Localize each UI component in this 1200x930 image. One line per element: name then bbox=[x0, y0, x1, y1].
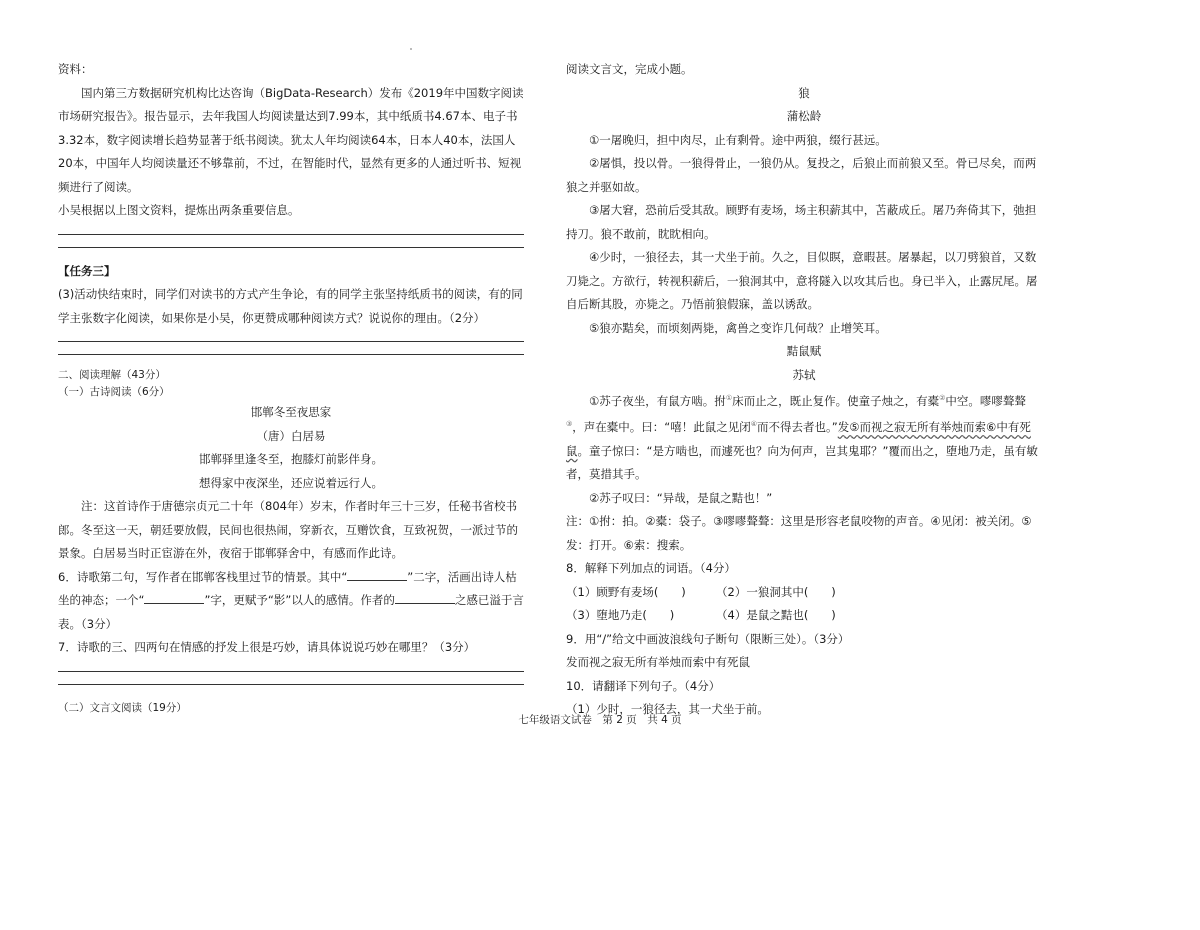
rat-paragraph-1 bbox=[566, 387, 1042, 487]
section2-subtitle-classical: （二）文言文阅读（19分） bbox=[58, 701, 187, 714]
rat-text: ，声在橐中。曰：“嘻！此鼠之见闭 bbox=[572, 420, 751, 435]
section2-title: 二、阅读理解（43分） bbox=[58, 369, 166, 381]
rat-author: 苏轼 bbox=[792, 367, 816, 382]
rat-title: 黠鼠赋 bbox=[786, 344, 822, 358]
q8-item-1: （1）顾野有麦场( ) bbox=[566, 584, 686, 599]
task3-title: 【任务三】 bbox=[58, 263, 116, 278]
wolf-paragraph-4: ④少时，一狼径去，其一犬坐于前。久之，目似瞑，意暇甚。屠暴起，以刀劈狼首，又数刀毙之。方欲行，转视积薪后，一狼洞其中，意将隧入以攻其后也。身已半入，止露尻尾。屠自后断其股，亦毙之。乃悟前狼假寐，盖以诱敌。 bbox=[566, 250, 1038, 311]
question-10: 10．请翻译下列句子。（4分） bbox=[566, 678, 721, 693]
wolf-author: 蒲松龄 bbox=[786, 109, 822, 123]
footnote-marker: ③ bbox=[566, 420, 573, 429]
rat-text: ①苏子夜坐，有鼠方啮。拊 bbox=[589, 393, 726, 408]
material-label: 资料： bbox=[58, 62, 93, 76]
q6-text-b: ”二字，活画出诗人枯坐的神态；一个“ bbox=[58, 569, 517, 607]
material-paragraph: 国内第三方数据研究机构比达咨询（BigData-Research）发布《2019年中国数字阅读市场研究报告》。报告显示，去年我国人均阅读量达到7.99本，其中纸质书4.67本、电子书3.32本，数字阅读增长趋势显著于纸书阅读。犹太人年均阅读64本，日本人40本，法国人20本，中国年人均阅读量还不够靠前，不过，在智能时代，显然有更多的人通过听书、短视频进行了阅读。 bbox=[58, 85, 524, 194]
wavy-underlined-sentence: 发⑤而视之寂无所有举烛而索⑥中有死鼠 bbox=[566, 420, 1031, 458]
footnote-marker: ① bbox=[725, 394, 733, 402]
page-footer: 七年级语文试卷 第 2 页 共 4 页 bbox=[518, 714, 682, 726]
question-7: 7．诗歌的三、四两句在情感的抒发上很是巧妙，请具体说说巧妙在哪里？（3分） bbox=[58, 640, 476, 654]
rat-note: 注：①拊：拍。②橐：袋子。③嘐嘐聱聱：这里是形容老鼠咬物的声音。④见闭：被关闭。⑤发：打开。⑥索：搜索。 bbox=[566, 514, 1032, 552]
answer-line bbox=[58, 341, 524, 342]
fill-blank[interactable] bbox=[347, 570, 407, 581]
q8-item-4: （4）是鼠之黠也( ) bbox=[716, 608, 836, 623]
q8-item-2: （2）一狼洞其中( ) bbox=[716, 584, 836, 599]
wolf-title: 狼 bbox=[798, 85, 810, 100]
section2-subtitle-poem: （一）古诗阅读（6分） bbox=[58, 386, 170, 398]
reading-intro: 阅读文言文，完成小题。 bbox=[566, 62, 693, 76]
scan-dot bbox=[410, 48, 412, 50]
right-column bbox=[566, 58, 1042, 722]
question-8-row-2 bbox=[566, 604, 1042, 628]
q6-text-a: 6．诗歌第二句，写作者在邯郸客栈里过节的情景。其中“ bbox=[58, 569, 348, 584]
poem-title: 邯郸冬至夜思家 bbox=[250, 405, 332, 419]
footnote-marker: ② bbox=[939, 394, 946, 402]
left-column bbox=[58, 58, 524, 720]
wolf-paragraph-3: ③屠大窘，恐前后受其敌。顾野有麦场，场主积薪其中，苫蔽成丘。屠乃奔倚其下，弛担持刀。狼不敢前，眈眈相向。 bbox=[566, 203, 1037, 241]
q6-text-c: ”字，更赋予“影”以人的感情。作者的 bbox=[204, 593, 395, 607]
rat-text: 而不得去者也。” bbox=[757, 420, 838, 435]
wolf-paragraph-5: ⑤狼亦黠矣，而顷刻两毙，禽兽之变诈几何哉？止增笑耳。 bbox=[589, 320, 887, 335]
poem-line-1: 邯郸驿里逢冬至，抱膝灯前影伴身。 bbox=[199, 452, 383, 466]
question-9: 9．用“/”给文中画波浪线句子断句（限断三处）。（3分） bbox=[566, 631, 850, 646]
answer-line bbox=[58, 671, 524, 672]
question-9-sentence: 发而视之寂无所有举烛而索中有死鼠 bbox=[566, 655, 750, 670]
poem-note: 注：这首诗作于唐德宗贞元二十年（804年）岁末，作者时年三十三岁，任秘书省校书郎。冬至这一天，朝廷要放假，民间也很热闹，穿新衣，互赠饮食，互致祝贺，一派过节的景象。白居易当时正宦游在外，夜宿于邯郸驿舍中，有感而作此诗。 bbox=[58, 499, 518, 560]
answer-line bbox=[58, 234, 524, 235]
material-task: 小吴根据以上图文资料，提炼出两条重要信息。 bbox=[58, 203, 300, 217]
question-10-item-1: （1）少时，一狼径去，其一犬坐于前。 bbox=[566, 702, 769, 717]
rat-paragraph-2: ②苏子叹曰：“异哉，是鼠之黠也！” bbox=[589, 490, 773, 505]
rat-text: 床而止之，既止复作。使童子烛之，有橐 bbox=[732, 393, 940, 408]
wolf-paragraph-1: ①一屠晚归，担中肉尽，止有剩骨。途中两狼，缀行甚远。 bbox=[589, 132, 887, 147]
q8-item-3: （3）堕地乃走( ) bbox=[566, 608, 675, 623]
task3-question: (3)活动快结束时，同学们对读书的方式产生争论，有的同学主张坚持纸质书的阅读，有的同学主张数字化阅读，如果你是小吴，你更赞成哪种阅读方式？说说你的理由。（2分） bbox=[58, 287, 523, 325]
question-6 bbox=[58, 566, 524, 637]
answer-line bbox=[58, 684, 524, 685]
answer-line bbox=[58, 354, 524, 355]
footnote-marker: ④ bbox=[750, 420, 758, 429]
wolf-paragraph-2: ②屠惧，投以骨。一狼得骨止，一狼仍从。复投之，后狼止而前狼又至。骨已尽矣，而两狼之并驱如故。 bbox=[566, 156, 1037, 194]
fill-blank[interactable] bbox=[144, 593, 204, 604]
rat-text: 中空。嘐嘐聱聱 bbox=[945, 393, 1026, 408]
fill-blank[interactable] bbox=[395, 593, 455, 604]
q6-text-d: 之感已溢于言表。（3分） bbox=[58, 593, 524, 631]
poem-line-2: 想得家中夜深坐，还应说着远行人。 bbox=[199, 475, 383, 490]
answer-line bbox=[58, 247, 524, 248]
question-8-row-1 bbox=[566, 581, 1042, 605]
rat-text: 。童子惊曰：“是方啮也，而遽死也？向为何声，岂其鬼耶？”覆而出之，堕地乃走，虽有敏者，莫措其手。 bbox=[566, 443, 1038, 482]
poem-author: （唐）白居易 bbox=[256, 428, 326, 443]
question-8: 8．解释下列加点的词语。（4分） bbox=[566, 561, 736, 576]
